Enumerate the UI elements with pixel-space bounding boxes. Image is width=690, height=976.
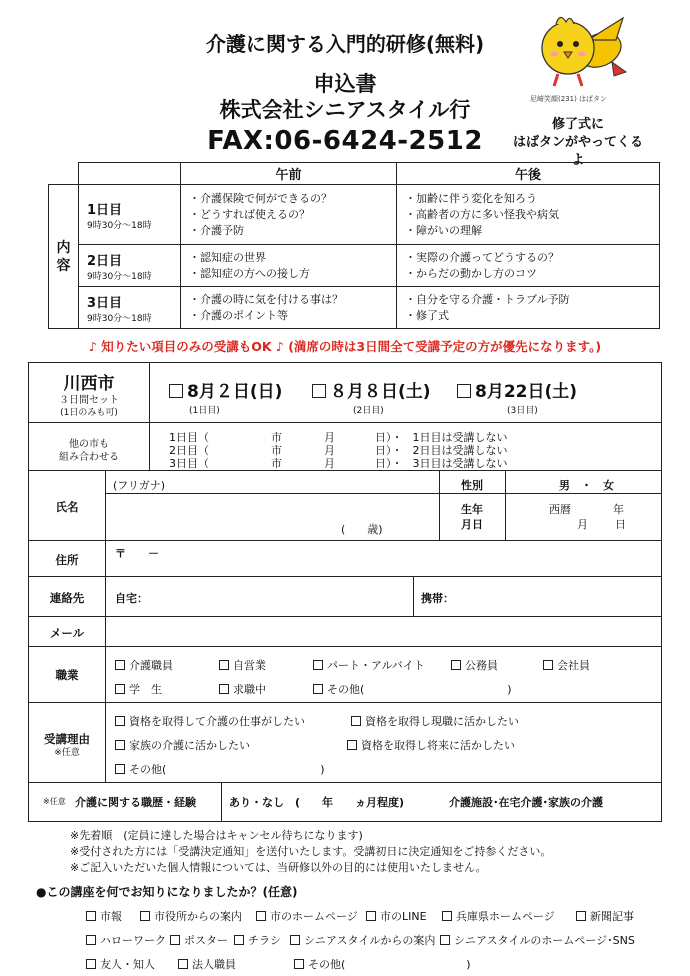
source-option[interactable] — [256, 908, 358, 924]
topic: ・高齢者の方に多い怪我や病気 — [405, 207, 559, 221]
date: 日）・ — [375, 444, 403, 457]
header-am: 午前 — [181, 163, 397, 185]
checkbox[interactable] — [115, 660, 125, 670]
checkbox[interactable] — [457, 384, 471, 398]
source-text: その他( ) — [308, 958, 471, 971]
day-3 — [79, 287, 181, 329]
date-label: 8月22日(土) — [475, 382, 578, 402]
checkbox[interactable] — [442, 911, 452, 921]
checkbox[interactable] — [219, 660, 229, 670]
reason-option[interactable] — [347, 737, 515, 753]
skip: 3日目は受講しない — [412, 457, 508, 470]
checkbox[interactable] — [140, 911, 150, 921]
mascot-caption: 尼崎笑顔(231) はぱタン — [530, 95, 608, 103]
divider — [105, 647, 106, 702]
source-option[interactable] — [294, 956, 471, 972]
header-pm: 午後 — [397, 163, 660, 185]
gender-label: 性別 — [461, 479, 483, 492]
email-field[interactable] — [115, 621, 655, 643]
divider — [149, 363, 150, 422]
application-form — [28, 362, 662, 822]
recipient-name: 株式会社シニアスタイル行 — [219, 98, 471, 122]
date-selection-row — [29, 363, 661, 423]
combine-label-1: 他の市も — [69, 439, 109, 450]
checkbox[interactable] — [294, 959, 304, 969]
reason-text: 資格を取得し現職に活かしたい — [365, 715, 519, 728]
skip: 2日目は受講しない — [412, 444, 508, 457]
job-text: 介護職員 — [129, 659, 173, 672]
experience-places[interactable]: 介護施設･在宅介護･家族の介護 — [449, 796, 603, 809]
source-text: 市のホームページ — [270, 910, 358, 923]
name-label: 氏名 — [55, 500, 79, 514]
divider — [105, 541, 106, 576]
divider — [505, 471, 506, 540]
combine-day-3[interactable] — [169, 455, 508, 471]
gender-choice[interactable]: 男 ・ 女 — [559, 479, 614, 492]
reason-row — [29, 703, 661, 783]
fax-number: FAX:06-6424-2512 — [207, 126, 483, 156]
home-phone-field[interactable]: 自宅： — [115, 592, 148, 605]
schedule-corner — [49, 163, 79, 185]
topic: ・修了式 — [405, 308, 449, 322]
day-1-am — [181, 185, 397, 245]
topic: ・自分を守る介護・トラブル予防 — [405, 292, 570, 306]
job-option[interactable] — [313, 657, 425, 673]
checkbox[interactable] — [115, 716, 125, 726]
birth-era: 西暦 — [549, 503, 571, 516]
date-option-2[interactable] — [312, 377, 431, 402]
experience-field[interactable]: あり・なし ( 年 ヵ月程度) — [229, 796, 405, 809]
day-3-am — [181, 287, 397, 329]
birth-year[interactable]: 年 — [613, 503, 624, 516]
day-label: 3日目 — [87, 295, 123, 311]
birth-day[interactable]: 日 — [615, 518, 626, 531]
day-1 — [79, 185, 181, 245]
job-option[interactable] — [451, 657, 498, 673]
job-row — [29, 647, 661, 703]
habatan-mascot-icon — [528, 10, 628, 92]
form-title: 申込書 — [313, 72, 377, 96]
checkbox[interactable] — [178, 959, 188, 969]
job-option[interactable] — [219, 657, 266, 673]
divider — [105, 471, 106, 540]
day-1-pm — [397, 185, 660, 245]
checkbox[interactable] — [543, 660, 553, 670]
day-label: 1日目 — [87, 202, 123, 218]
topic: ・認知症の世界 — [189, 250, 266, 264]
checkbox[interactable] — [351, 716, 361, 726]
postal-field[interactable]: 〒 － — [115, 547, 159, 560]
source-option[interactable] — [290, 932, 435, 948]
job-label: 職業 — [55, 668, 79, 682]
checkbox[interactable] — [576, 911, 586, 921]
job-option[interactable] — [313, 681, 512, 697]
topic: ・介護の時に気を付ける事は？ — [189, 292, 343, 306]
job-text: 公務員 — [465, 659, 498, 672]
job-text: 会社員 — [557, 659, 590, 672]
day-label: 2日目 — [87, 253, 123, 269]
checkbox[interactable] — [312, 384, 326, 398]
source-text: シニアスタイルのホームページ･SNS — [454, 934, 635, 947]
date-caption: (3日目) — [507, 406, 538, 416]
contact-row — [29, 577, 661, 617]
content-label: 内 容 — [49, 185, 79, 329]
divider — [221, 783, 222, 821]
divider — [439, 471, 440, 540]
date-option-1[interactable] — [169, 377, 282, 402]
checkbox[interactable] — [347, 740, 357, 750]
birth-label-1: 生年 — [461, 503, 483, 516]
reason-option[interactable] — [115, 713, 305, 729]
topic: ・実際の介護ってどうするの？ — [405, 250, 559, 264]
topic: ・加齢に伴う変化を知ろう — [405, 191, 537, 205]
skip: 1日目は受講しない — [412, 431, 508, 444]
job-text: その他( ) — [327, 683, 512, 696]
furigana-label: (フリガナ) — [113, 479, 166, 492]
checkbox[interactable] — [115, 740, 125, 750]
source-text: 友人・知人 — [100, 958, 155, 971]
day-time: 9時30分～18時 — [87, 220, 152, 231]
footnote-3: ※ご記入いただいた個人情報については、当研修以外の目的には使用いたしません。 — [70, 861, 487, 874]
city: 市 — [271, 431, 282, 444]
job-text: 求職中 — [233, 683, 266, 696]
checkbox[interactable] — [313, 660, 323, 670]
checkbox[interactable] — [115, 684, 125, 694]
schedule-corner-day — [79, 163, 181, 185]
checkbox[interactable] — [290, 935, 300, 945]
source-question: ●この講座を何でお知りになりましたか？(任意) — [36, 885, 298, 899]
checkbox[interactable] — [86, 935, 96, 945]
city: 市 — [271, 457, 282, 470]
checkbox[interactable] — [366, 911, 376, 921]
topic: ・介護のポイント等 — [189, 308, 288, 322]
birth-month[interactable]: 月 — [577, 518, 588, 531]
topic: ・どうすれば使えるの？ — [189, 207, 310, 221]
day-2-am — [181, 245, 397, 287]
job-text: パート・アルバイト — [327, 659, 425, 672]
checkbox[interactable] — [234, 935, 244, 945]
address-row — [29, 541, 661, 577]
day-2-pm — [397, 245, 660, 287]
schedule-table — [48, 162, 660, 329]
checkbox[interactable] — [115, 764, 125, 774]
source-option[interactable] — [234, 932, 281, 948]
checkbox[interactable] — [256, 911, 266, 921]
source-option[interactable] — [170, 932, 228, 948]
source-text: 法人職員 — [192, 958, 236, 971]
day: 3日目（ — [169, 457, 209, 470]
page-title: 介護に関する入門的研修(無料) — [205, 32, 485, 56]
source-option[interactable] — [178, 956, 236, 972]
divider — [439, 493, 661, 494]
topic: ・介護保険で何ができるの？ — [189, 191, 332, 205]
checkbox[interactable] — [440, 935, 450, 945]
source-option[interactable] — [140, 908, 242, 924]
source-text: ハローワーク — [100, 934, 166, 947]
source-text: 新聞記事 — [590, 910, 634, 923]
source-text: 市報 — [100, 910, 122, 923]
email-row — [29, 617, 661, 647]
date-label: ８月８日(土) — [330, 382, 431, 402]
source-text: 市役所からの案内 — [154, 910, 242, 923]
source-text: 市のLINE — [380, 910, 427, 923]
topic: ・介護予防 — [189, 223, 244, 237]
reason-label: 受講理由 — [44, 732, 90, 746]
address-label: 住所 — [55, 553, 79, 567]
footnote-2: ※受付された方には「受講決定通知」を送付いたします。受講初日に決定通知をご持参ください。 — [70, 845, 552, 858]
city-name: 川西市 — [63, 374, 115, 394]
footnote-1: ※先着順 (定員に達した場合はキャンセル待ちになります) — [70, 829, 363, 842]
job-text: 学 生 — [129, 683, 162, 696]
reason-option[interactable] — [115, 761, 325, 777]
day-2 — [79, 245, 181, 287]
checkbox[interactable] — [169, 384, 183, 398]
date-caption: (2日目) — [353, 406, 384, 416]
name-input[interactable] — [113, 493, 433, 541]
date: 日）・ — [375, 457, 403, 470]
notice-banner: ♪ 知りたい項目のみの受講もOK ♪ (満席の時は3日間全て受講予定の方が優先になります。) — [88, 339, 602, 354]
contact-label: 連絡先 — [49, 591, 85, 605]
source-option[interactable] — [440, 932, 635, 948]
month: 月 — [324, 444, 335, 457]
date-option-3[interactable] — [457, 377, 577, 402]
day-time: 9時30分～18時 — [87, 313, 152, 324]
day: 1日目（ — [169, 431, 209, 444]
month: 月 — [324, 431, 335, 444]
source-option[interactable] — [86, 908, 122, 924]
checkbox[interactable] — [451, 660, 461, 670]
name-row — [29, 471, 661, 541]
day: 2日目（ — [169, 444, 209, 457]
job-option[interactable] — [543, 657, 590, 673]
reason-option[interactable] — [351, 713, 519, 729]
source-text: シニアスタイルからの案内 — [304, 934, 436, 947]
graduation-line-1: 修了式に — [551, 117, 604, 132]
topic: ・障がいの理解 — [405, 223, 482, 237]
date-label: 8月２日(日) — [187, 382, 283, 402]
combine-row — [29, 423, 661, 471]
reason-text: 家族の介護に活かしたい — [129, 739, 250, 752]
experience-note: ※任意 — [43, 797, 66, 806]
source-option[interactable] — [86, 956, 155, 972]
day-time: 9時30分～18時 — [87, 271, 152, 282]
set-note: (1日のみも可) — [60, 408, 118, 418]
job-option[interactable] — [219, 681, 266, 697]
checkbox[interactable] — [86, 911, 96, 921]
date: 日）・ — [375, 431, 403, 444]
reason-text: その他( ) — [129, 763, 325, 776]
graduation-line-2: はばタンがやってくるよ — [512, 135, 643, 168]
source-option[interactable] — [576, 908, 634, 924]
divider — [105, 577, 106, 616]
job-option[interactable] — [115, 681, 162, 697]
checkbox[interactable] — [86, 959, 96, 969]
job-text: 自営業 — [233, 659, 266, 672]
checkbox[interactable] — [313, 684, 323, 694]
job-option[interactable] — [115, 657, 173, 673]
reason-text: 資格を取得し将来に活かしたい — [361, 739, 515, 752]
checkbox[interactable] — [219, 684, 229, 694]
city: 市 — [271, 444, 282, 457]
source-text: ポスター — [184, 934, 228, 947]
birth-label-2: 月日 — [461, 518, 483, 531]
reason-note: ※任意 — [54, 748, 80, 758]
combine-label-2: 組み合わせる — [59, 452, 119, 463]
source-option[interactable] — [366, 908, 427, 924]
set-label: ３日間セット — [59, 395, 119, 406]
month: 月 — [324, 457, 335, 470]
divider — [413, 577, 414, 616]
source-option[interactable] — [442, 908, 555, 924]
topic: ・認知症の方への接し方 — [189, 266, 310, 280]
email-label: メール — [49, 626, 85, 640]
reason-option[interactable] — [115, 737, 250, 753]
date-caption: (1日目) — [189, 406, 220, 416]
day-3-pm — [397, 287, 660, 329]
divider — [105, 703, 106, 782]
divider — [149, 423, 150, 470]
age-field[interactable]: ( 歳) — [341, 523, 383, 536]
mobile-phone-field[interactable]: 携帯： — [421, 592, 454, 605]
topic: ・からだの動かし方のコツ — [405, 266, 537, 280]
experience-label: 介護に関する職歴・経験 — [75, 796, 196, 809]
experience-row — [29, 783, 661, 821]
source-option[interactable] — [86, 932, 166, 948]
source-text: チラシ — [248, 934, 281, 947]
reason-text: 資格を取得して介護の仕事がしたい — [129, 715, 305, 728]
checkbox[interactable] — [170, 935, 180, 945]
divider — [105, 617, 106, 646]
source-text: 兵庫県ホームページ — [456, 910, 555, 923]
